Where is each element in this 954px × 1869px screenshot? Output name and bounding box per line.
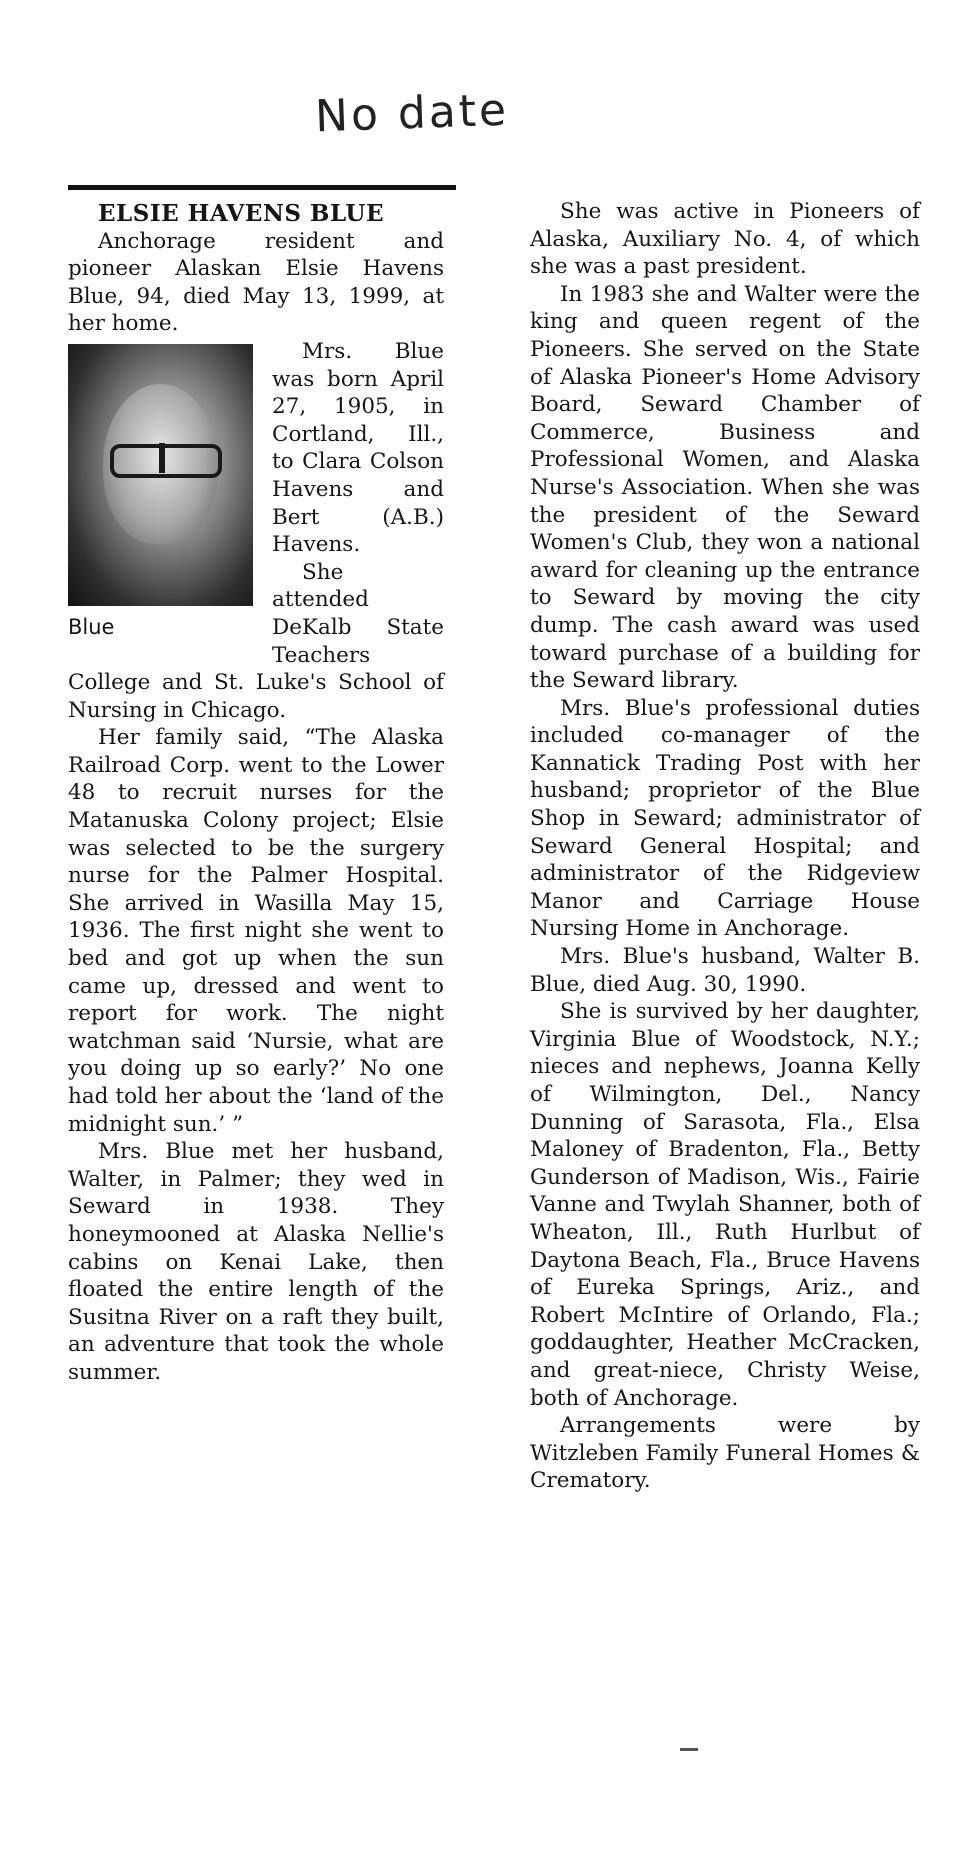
paragraph-3: She attended DeKalb State Teachers College and St. Luke's School of Nursing in Chicago.: [68, 559, 444, 723]
header-rule: [68, 185, 456, 190]
column-right: [530, 198, 920, 1495]
portrait-figure: [68, 344, 258, 642]
paragraph-5: Mrs. Blue met her husband, Walter, in Palmer; they wed in Seward in 1938. They honeymooned at Alaska Nellie's cabins on Kenai Lake, then floated the entire length of the Susitna River on a raft they built, an adventure that took the whole summer.: [68, 1139, 444, 1385]
paragraph-8: Mrs. Blue's professional duties included co-manager of the Kannatick Trading Post with her husband; proprietor of the Blue Shop in Seward; administrator of Seward General Hospital; and administrator of the Ridgeview Manor and Carriage House Nursing Home in Anchorage.: [530, 695, 920, 942]
paragraph-11: Arrangements were by Witzleben Family Funeral Homes & Crematory.: [530, 1413, 920, 1494]
paragraph-6: She was active in Pioneers of Alaska, Auxiliary No. 4, of which she was a past president.: [530, 199, 920, 280]
handwritten-note: No date: [314, 84, 510, 143]
obituary-headline: ELSIE HAVENS BLUE: [98, 200, 384, 227]
portrait-photo: [68, 344, 253, 606]
paragraph-10: She is survived by her daughter, Virginia Blue of Woodstock, N.Y.; nieces and nephews, Joanna Kelly of Wilmington, Del., Nancy Dunning of Sarasota, Fla., Elsa Maloney of Bradenton, Fla., Betty Gunderson of Madison, Wis., Fairie Vanne and Twylah Shanner, both of Wheaton, Ill., Ruth Hurlbut of Daytona Beach, Fla., Bruce Havens of Eureka Springs, Ariz., and Robert McIntire of Orlando, Fla.; goddaughter, Heather McCracken, and great-niece, Christy Weise, both of Anchorage.: [530, 999, 920, 1411]
column-left: [68, 200, 444, 1387]
end-mark: [680, 1748, 698, 1751]
paragraph-9: Mrs. Blue's husband, Walter B. Blue, died Aug. 30, 1990.: [530, 944, 920, 997]
paragraph-1: Anchorage resident and pioneer Alaskan Elsie Havens Blue, 94, died May 13, 1999, at her home.: [68, 228, 444, 337]
paragraph-4: Her family said, “The Alaska Railroad Corp. went to the Lower 48 to recruit nurses for the Matanuska Colony project; Elsie was selected to be the surgery nurse for the Palmer Hospital. She arrived in Wasilla May 15, 1936. The first night she went to bed and got up when the sun came up, dressed and went to report for work. The night watchman said ‘Nursie, what are you doing up so early?’ No one had told her about the ‘land of the midnight sun.’ ”: [68, 725, 444, 1137]
paragraph-2: Mrs. Blue was born April 27, 1905, in Cortland, Ill., to Clara Colson Havens and Bert (A.B.) Havens.: [272, 338, 444, 558]
photo-caption: Blue: [68, 614, 115, 639]
paragraph-7: In 1983 she and Walter were the king and queen regent of the Pioneers. She served on the State of Alaska Pioneer's Home Advisory Board, Seward Chamber of Commerce, Business and Professional Women, and Alaska Nurse's Association. When she was the president of the Seward Women's Club, they won a national award for cleaning up the entrance to Seward by moving the city dump. The cash award was used toward purchase of a building for the Seward library.: [530, 281, 920, 694]
